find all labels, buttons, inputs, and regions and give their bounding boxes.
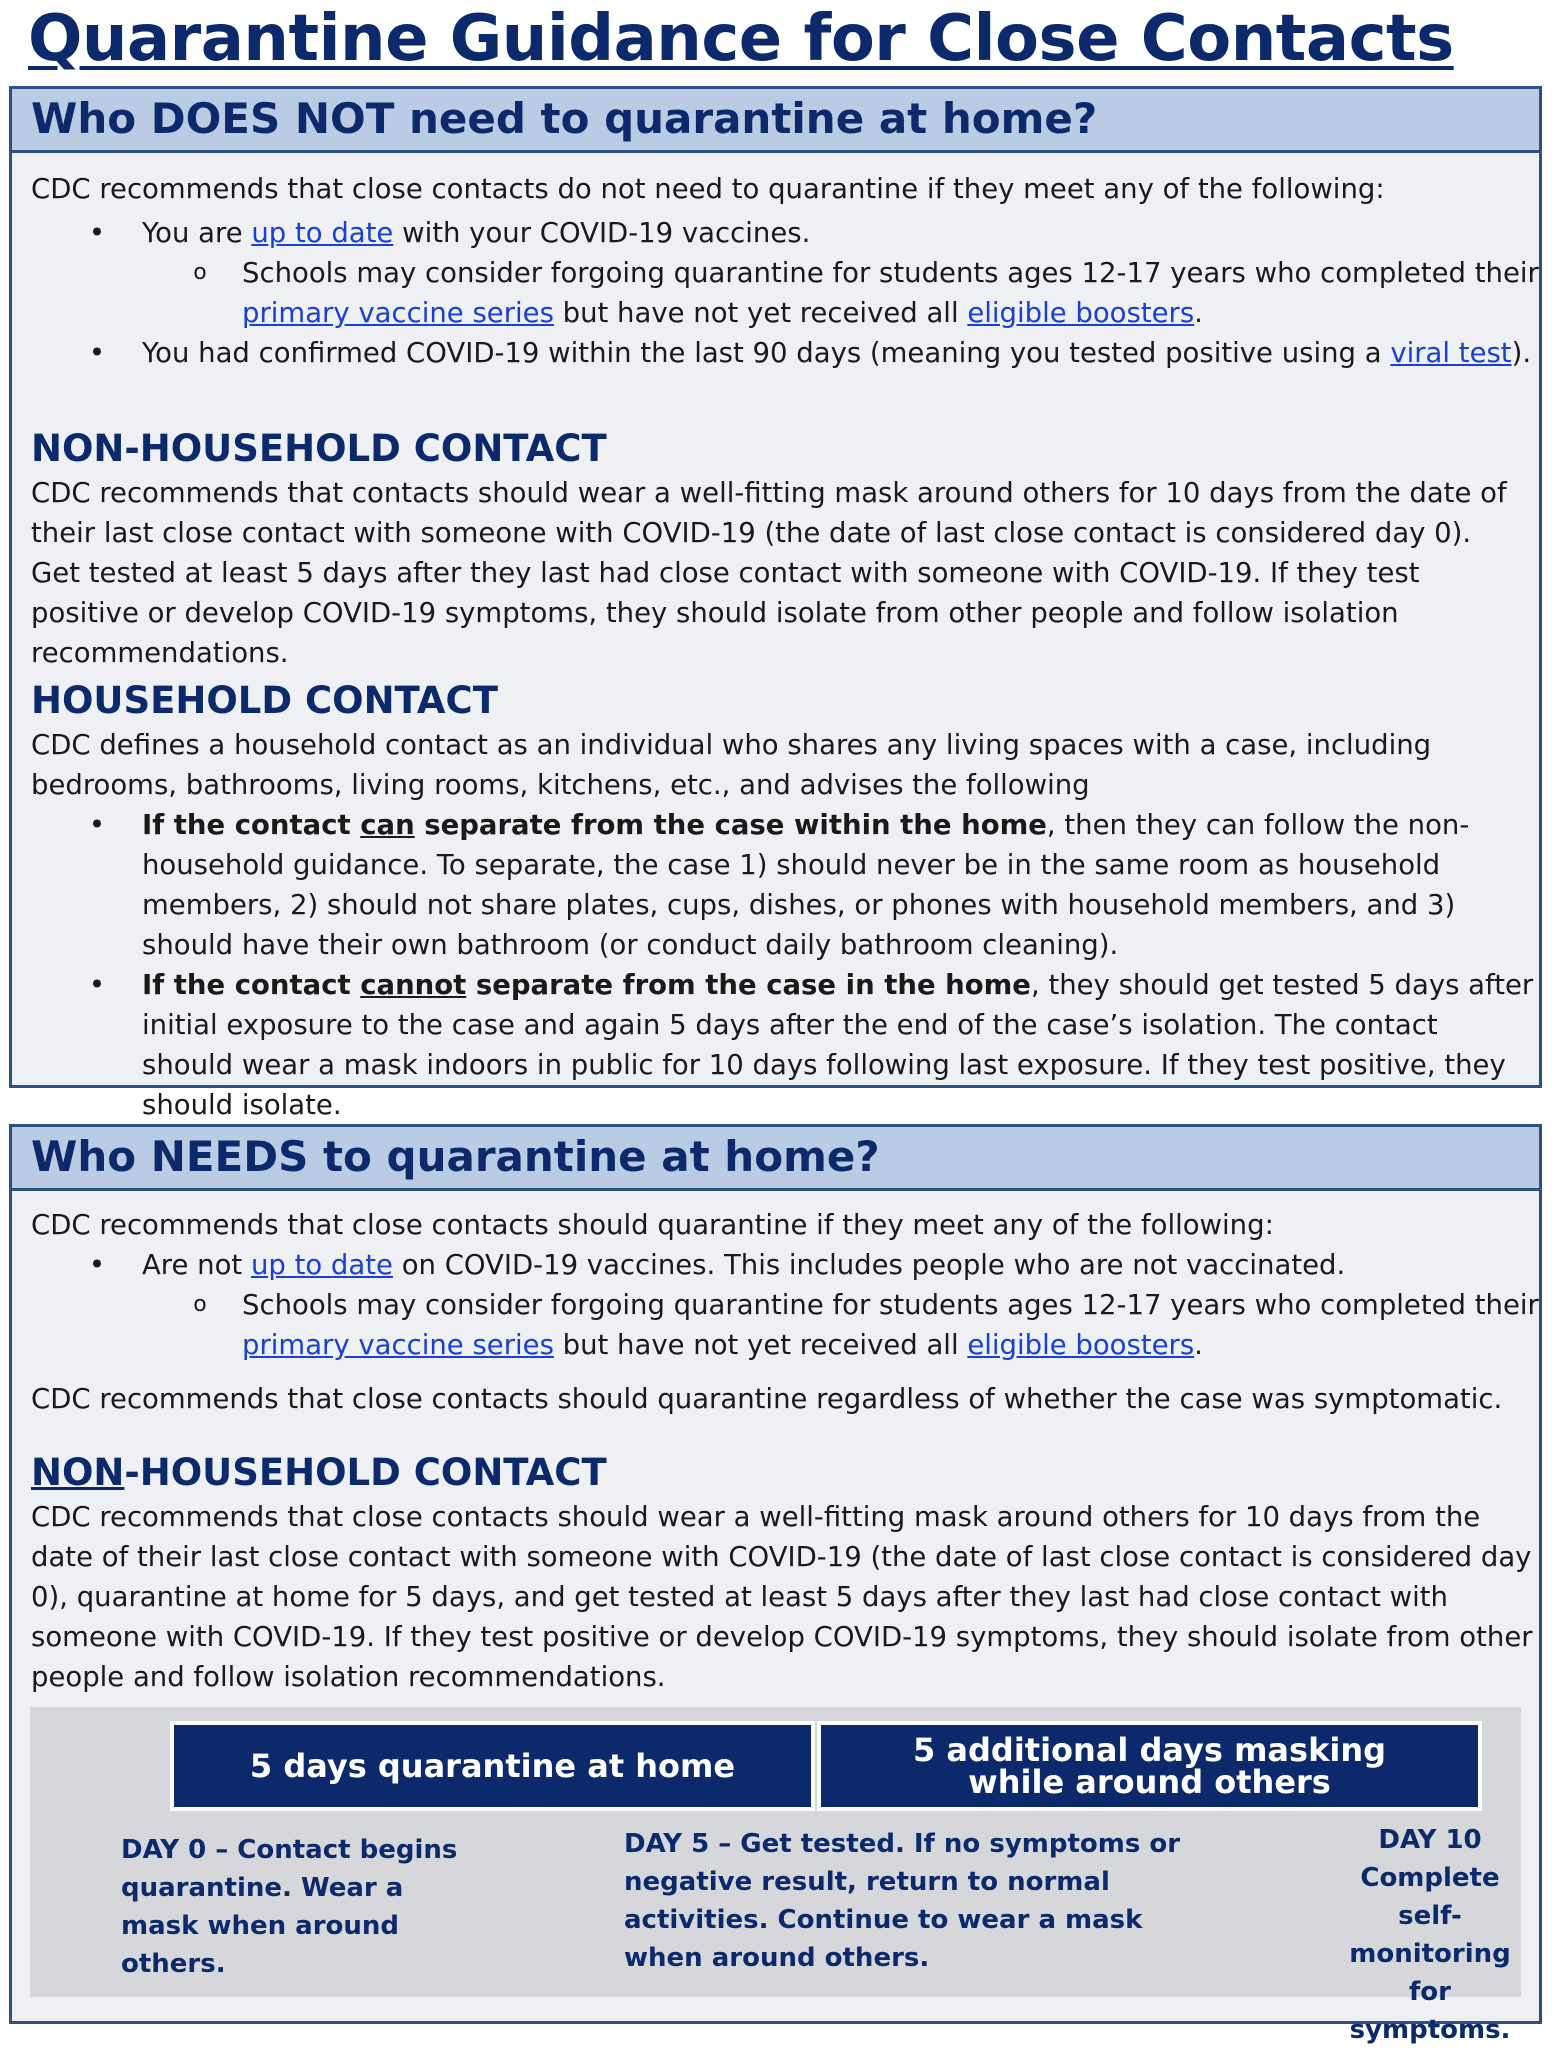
up-to-date-link[interactable]: up to date [250,1249,393,1281]
bullet-dot-icon: • [88,809,106,841]
day-5-note: DAY 5 – Get tested. If no symptoms or negative result, return to normal activities. Continue to wear a mask when around others. [624,1829,1181,1973]
non-household-heading: NON-HOUSEHOLD CONTACT [31,427,607,470]
primary-vaccine-series-link[interactable]: primary vaccine series [242,297,554,329]
non-household-heading: NON-HOUSEHOLD CONTACT [31,1451,607,1494]
day-0-note: DAY 0 – Contact begins quarantine. Wear a mask when around others. [121,1835,458,1979]
not-quarantine-section [9,86,1542,1121]
sub-bullet-circle-icon: o [193,260,207,285]
bullet-cannot-separate: • If the contact cannot separate from the case in the home, they should get tested 5 days after initial exposure to the case and again 5 days after the end of the case’s isolation. The contact should wear a mask indoors in public for 10 days following last exposure. If they test positive, they should isolate. [77,965,1537,1125]
viral-test-link[interactable]: viral test [1390,337,1512,369]
bullet-dot-icon: • [88,217,106,249]
needs-quarantine-section [9,1124,1542,2045]
up-to-date-link[interactable]: up to date [251,217,394,249]
eligible-boosters-link[interactable]: eligible boosters [967,1329,1195,1361]
intro-text: CDC recommends that close contacts should quarantine if they meet any of the following: [31,1209,1274,1241]
quarantine-timeline [30,1707,1521,2045]
sub-bullet-schools: o Schools may consider forgoing quarantine for students ages 12-17 years who completed their primary vaccine series but have not yet received all eligible boosters. [180,1285,1557,1365]
quarantine-days-bar: 5 days quarantine at home [170,1721,815,1811]
non-household-text: CDC recommends that close contacts should wear a well-fitting mask around others for 10 days from the date of their last close contact with someone with COVID-19 (the date of last close contact is considered day 0), quarantine at home for 5 days, and get tested at least 5 days after they last had close contact with someone with COVID-19. If they test positive or develop COVID-19 symptoms, they should isolate from other people and follow isolation recommendations. [31,1501,1533,1693]
bullet-can-separate: • If the contact can separate from the case within the home, then they can follow the non-household guidance. To separate, the case 1) should never be in the same room as household members, 2) should not share plates, cups, dishes, or phones with household members, and 3) should have their own bathroom (or conduct daily bathroom cleaning). [77,805,1532,965]
section-heading: Who NEEDS to quarantine at home? [12,1127,1539,1191]
bullet-not-up-to-date: • Are not up to date on COVID-19 vaccines. This includes people who are not vaccinated. [77,1245,1557,1285]
household-heading: HOUSEHOLD CONTACT [31,679,498,722]
bullet-confirmed-covid: • You had confirmed COVID-19 within the last 90 days (meaning you tested positive using a viral test). [77,333,1557,373]
page-title: Quarantine Guidance for Close Contacts [28,2,1454,76]
section-heading: Who DOES NOT need to quarantine at home? [12,89,1539,153]
masking-days-bar: 5 additional days masking while around others [817,1721,1482,1811]
bullet-dot-icon: • [88,1249,106,1281]
sub-bullet-schools: o Schools may consider forgoing quarantine for students ages 12-17 years who completed their primary vaccine series but have not yet received all eligible boosters. [180,253,1557,333]
bullet-up-to-date: • You are up to date with your COVID-19 vaccines. [77,213,1557,253]
sub-bullet-circle-icon: o [193,1292,207,1317]
regardless-text: CDC recommends that close contacts should quarantine regardless of whether the case was symptomatic. [31,1383,1503,1415]
intro-text: CDC recommends that close contacts do not need to quarantine if they meet any of the following: [31,173,1385,205]
bullet-dot-icon: • [88,969,106,1001]
bullet-dot-icon: • [88,337,106,369]
non-household-text: CDC recommends that contacts should wear a well-fitting mask around others for 10 days from the date of their last close contact with someone with COVID-19 (the date of last close contact is considered day 0). Get tested at least 5 days after they last had close contact with someone with COVID-19. If they test positive or develop COVID-19 symptoms, they should isolate from other people and follow isolation recommendations. [31,477,1507,669]
day-10-note: DAY 10 Complete self-monitoring for symptoms. [1349,1825,1511,2045]
eligible-boosters-link[interactable]: eligible boosters [967,297,1195,329]
household-text: CDC defines a household contact as an individual who shares any living spaces with a case, including bedrooms, bathrooms, living rooms, kitchens, etc., and advises the following [31,729,1432,801]
primary-vaccine-series-link[interactable]: primary vaccine series [242,1329,554,1361]
